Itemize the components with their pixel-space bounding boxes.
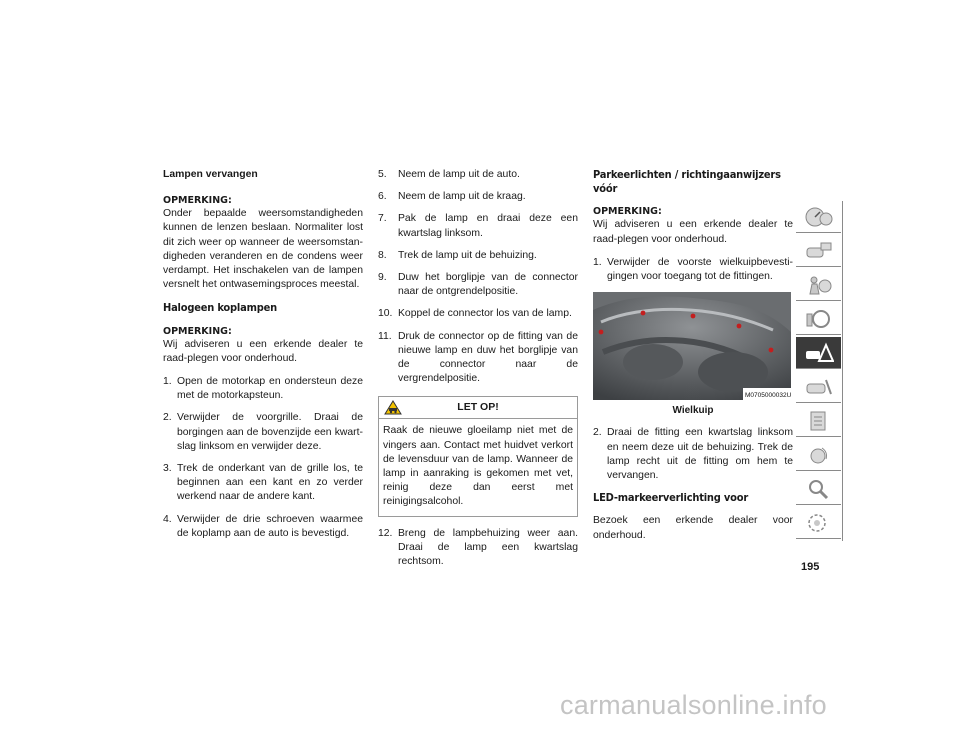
step-number: 6. [378, 191, 387, 203]
list-item [378, 190, 578, 204]
wheel-well-illustration [593, 292, 791, 400]
step-text: Open de motorkap en ondersteun deze met de motorkapsteun. [177, 376, 363, 402]
note-label: OPMERKING: [163, 195, 232, 207]
tab-starting[interactable] [796, 303, 841, 335]
step-number: 8. [378, 249, 387, 261]
step-number: 4. [163, 513, 172, 525]
step-number: 10. [378, 308, 393, 320]
list-item [163, 513, 363, 541]
note-label: OPMERKING: [593, 206, 662, 218]
step-number: 9. [378, 272, 387, 284]
dashboard-info-icon [804, 206, 834, 228]
multimedia-radio-icon [804, 444, 834, 466]
watermark: carmanualsonline.info [560, 690, 827, 720]
step-number: 1. [593, 256, 602, 268]
step-number: 3. [163, 463, 172, 475]
step-text: Neem de lamp uit de kraag. [398, 191, 526, 203]
warning-triangle-car-icon [804, 342, 834, 364]
caution-title: LET OP! [457, 401, 499, 414]
column-1 [163, 168, 363, 549]
list-item [378, 307, 578, 321]
list-item [163, 375, 363, 403]
list-item [378, 330, 578, 387]
list-item [378, 527, 578, 570]
step-text: Draai de fitting een kwartslag linksom en neem deze uit de behuizing. Trek de lamp recht uit de fitting om hem te vervangen. [607, 427, 793, 482]
page-number: 195 [801, 561, 820, 573]
caution-box [378, 396, 578, 516]
caution-text: Raak de nieuwe gloeilamp niet met de vingers aan. Contact met huidvet verkort de levensduur van de lamp. Wanneer de lamp in aanraking is gekomen met vet, reinig deze dan eerst met reinigingsalcohol. [383, 425, 573, 508]
step-text: Trek de onderkant van de grille los, te beginnen aan een kant en zo verder werkend naar de andere kant. [177, 463, 363, 503]
column-2 [378, 168, 578, 577]
step-number: 5. [378, 169, 387, 180]
step-text: Duw het borglipje van de connector naar de ontgrendelpositie. [398, 272, 578, 298]
note-text: Wij adviseren u een erkende dealer te raad-plegen voor onderhoud. [593, 219, 793, 245]
tab-language[interactable] [796, 507, 841, 539]
body-text: Bezoek een erkende dealer voor onderhoud. [593, 515, 793, 541]
tab-getting-to-know[interactable] [796, 235, 841, 267]
step-text: Druk de connector op de fitting van de nieuwe lamp en duw het borglipje van de connector naar de vergrendelpositie. [398, 330, 578, 385]
step-text: Koppel de connector los van de lamp. [398, 308, 572, 320]
step-number: 12. [378, 527, 393, 539]
tab-dashboard[interactable] [796, 201, 841, 233]
note-text: Wij adviseren u een erkende dealer te raad-plegen voor onderhoud. [163, 338, 363, 364]
step-text: Breng de lampbehuizing weer aan. Draai de lamp een kwartslag rechtsom. [398, 527, 578, 568]
image-caption: Wielkuip [672, 405, 714, 417]
list-item [593, 426, 793, 483]
list-item [378, 271, 578, 299]
car-service-wrench-icon [804, 376, 834, 398]
step-text: Neem de lamp uit de auto. [398, 169, 520, 180]
tab-service[interactable] [796, 371, 841, 403]
language-translate-icon [804, 512, 834, 534]
step-number: 2. [163, 412, 172, 424]
tab-emergency[interactable] [796, 337, 841, 369]
magnifier-index-icon [804, 478, 834, 500]
step-text: Trek de lamp uit de behuizing. [398, 249, 537, 261]
section-title-lampen-vervangen: Lampen vervangen [163, 169, 258, 180]
caution-header [379, 397, 577, 419]
step-number: 11. [378, 330, 392, 342]
subsection-title-led: LED-markeerverlichting voor [593, 491, 749, 505]
tab-safety[interactable] [796, 269, 841, 301]
specifications-list-icon [804, 410, 834, 432]
list-item [593, 256, 793, 284]
note-label: OPMERKING: [163, 325, 232, 337]
chapter-tabs [796, 201, 843, 541]
note-text: Onder bepaalde weersomstandigheden kunnen de lenzen beslaan. Normaliter lost dit zich weer op wanneer de weersomstan-digheden veranderen en de condens weer verdampt. Het inschakelen van de lampen versnelt het ontwasemingsproces meestal. [163, 208, 363, 291]
steering-wheel-icon [804, 308, 834, 330]
list-item [378, 168, 578, 182]
wheel-well-photo [593, 292, 791, 400]
step-number: 2. [593, 427, 602, 439]
caution-icon [384, 400, 402, 415]
list-item [378, 212, 578, 240]
tab-multimedia[interactable] [796, 439, 841, 471]
list-item [378, 249, 578, 263]
step-text: Pak de lamp en draai deze een kwartslag linksom. [398, 213, 578, 239]
airbag-safety-icon [804, 274, 834, 296]
step-text: Verwijder de voorste wielkuipbevesti-gingen voor toegang tot de fittingen. [607, 256, 793, 283]
list-item [163, 462, 363, 505]
image-code: M0705000032US [745, 392, 791, 400]
step-number: 7. [378, 213, 387, 225]
tab-specifications[interactable] [796, 405, 841, 437]
car-message-icon [804, 240, 834, 262]
step-text: Verwijder de drie schroeven waarmee de koplamp aan de auto is bevestigd. [177, 513, 363, 539]
section-title-parkeerlichten: Parkeerlichten / richtingaanwijzers vóór [593, 168, 781, 196]
list-item [163, 411, 363, 454]
column-3 [593, 168, 793, 552]
step-text: Verwijder de voorgrille. Draai de borgingen aan de bovenzijde een kwart-slag linksom en verwijder deze. [177, 412, 363, 452]
subsection-title-halogeen: Halogeen koplampen [163, 301, 277, 315]
step-number: 1. [163, 376, 172, 388]
tab-index[interactable] [796, 473, 841, 505]
